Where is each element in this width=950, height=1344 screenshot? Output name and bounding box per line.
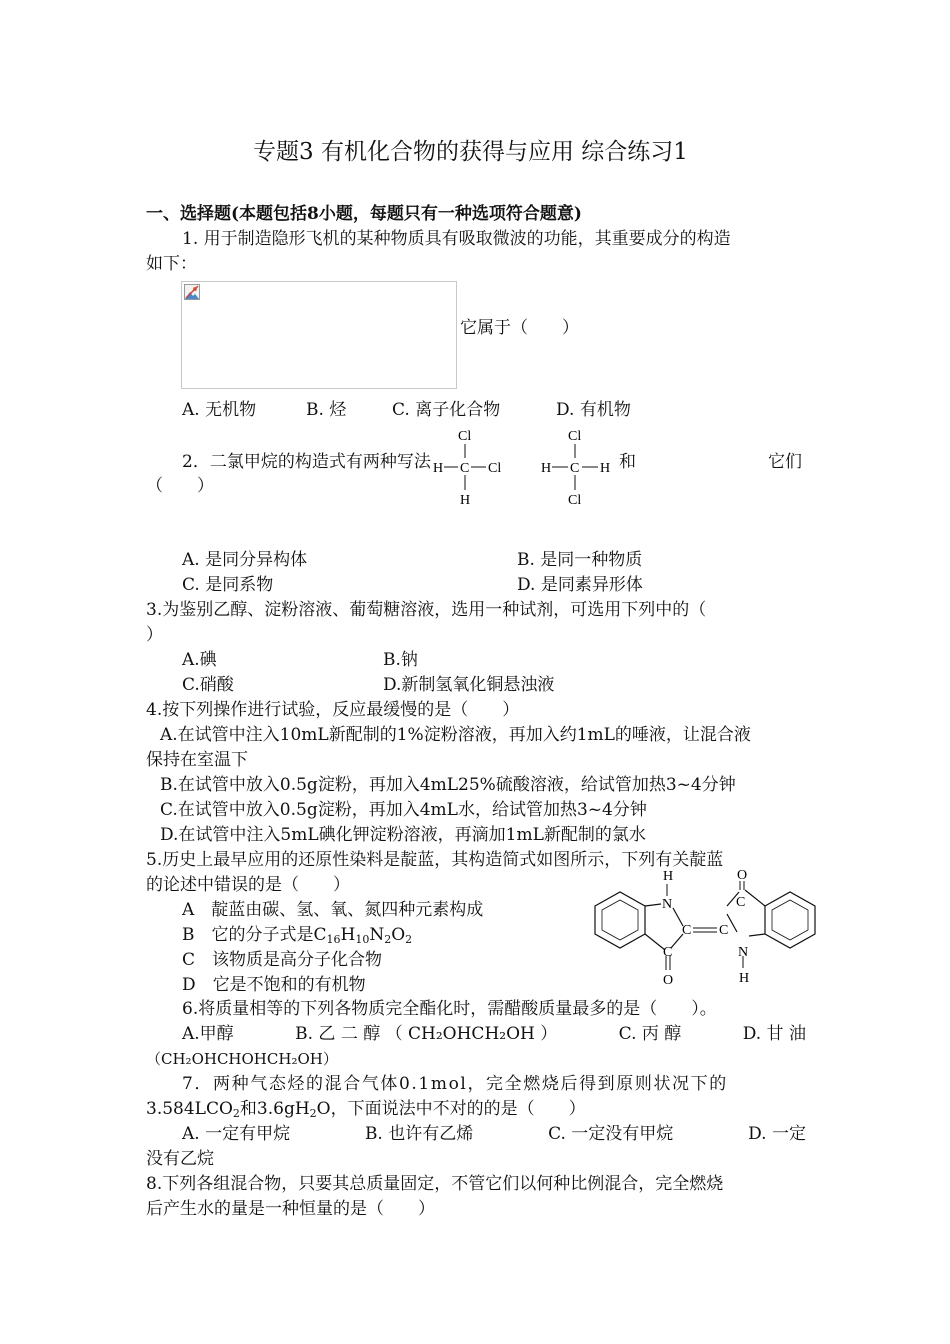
q5-option-c: C 该物质是高分子化合物: [182, 950, 383, 970]
q7-stem-line2: $3.584LCO_2$和$3.6gH_2O$，下面说法中不对的的是（ ）: [146, 1099, 586, 1120]
q4-stem: 4.按下列操作进行试验，反应最缓慢的是（ ）: [146, 700, 520, 720]
section-heading: 一、选择题(本题包括8小题，每题只有一种选项符合题意): [146, 204, 582, 224]
q2-stem-and: 和: [619, 452, 636, 472]
q2-formula-1: [430, 426, 520, 510]
q6-option-d: D. 甘 油: [742, 1024, 806, 1044]
q2-option-b: B. 是同一种物质: [517, 550, 643, 570]
q2-stem-they: 它们: [768, 452, 802, 472]
formula2-right-h: H: [600, 461, 611, 476]
formula2-left-h: H: [541, 461, 552, 476]
q4-option-a-line2: 保持在室温下: [146, 750, 248, 770]
formula1-left-h: H: [433, 461, 444, 476]
q1-stem-line2: 如下：: [146, 254, 197, 274]
q2-stem: 2．二氯甲烷的构造式有两种写法: [182, 452, 431, 472]
q3-option-a: A.碘: [182, 650, 217, 670]
formula1-top-cl: Cl: [458, 429, 472, 444]
q7-stem-line1: 7．两种气态烃的混合气体0.1mol，完全燃烧后得到原则状况下的: [182, 1074, 728, 1094]
q2-option-c: C. 是同系物: [182, 575, 274, 595]
q6-option-a: A.甲醇: [182, 1024, 234, 1044]
q8-stem-line1: 8.下列各组混合物，只要其总质量固定，不管它们以何种比例混合，完全燃烧: [146, 1174, 724, 1194]
struct-n-top: N: [662, 897, 673, 912]
q7-option-b: B. 也许有乙烯: [364, 1124, 474, 1144]
struct-h-top: H: [663, 869, 674, 884]
struct-c-left: C: [682, 923, 692, 938]
q5-stem-line1: 5.历史上最早应用的还原性染料是靛蓝，其构造简式如图所示，下列有关靛蓝: [146, 850, 724, 870]
q1-stem-line1: 1. 用于制造隐形飞机的某种物质具有吸取微波的功能，其重要成分的构造: [182, 229, 731, 249]
page-title: 专题3 有机化合物的获得与应用 综合练习1: [253, 139, 688, 165]
q7-option-c: C. 一定没有甲烷: [548, 1124, 674, 1144]
q7-option-d: D. 一定: [748, 1124, 806, 1144]
q7-option-d-cont: 没有乙烷: [146, 1149, 214, 1169]
struct-o-bottom: O: [663, 973, 674, 988]
q4-option-a-line1: A.在试管中注入10mL新配制的1%淀粉溶液，再加入约1mL的唾液，让混合液: [160, 725, 751, 745]
q3-stem-line2: ）: [146, 625, 163, 645]
q1-tail: 它属于（ ）: [460, 318, 579, 338]
q1-option-a: A. 无机物: [182, 400, 257, 420]
q7-option-a: A. 一定有甲烷: [182, 1124, 291, 1144]
q5-option-b: [182, 925, 412, 945]
formula1-right-cl: Cl: [488, 461, 502, 476]
q6-stem: 6.将质量相等的下列各物质完全酯化时，需醋酸质量最多的是（ ）。: [182, 999, 717, 1019]
q3-option-d: D.新制氢氧化铜悬浊液: [383, 675, 555, 695]
struct-c-right: C: [719, 923, 729, 938]
q5-option-d: D 它是不饱和的有机物: [182, 975, 366, 995]
q1-option-b: B. 烃: [306, 400, 347, 420]
broken-image-icon: [184, 284, 200, 300]
q3-stem-line1: 3.为鉴别乙醇、淀粉溶液、葡萄糖溶液，选用一种试剂，可选用下列中的（: [146, 600, 707, 620]
q4-option-d: D.在试管中注入5mL碘化钾淀粉溶液，再滴加1mL新配制的氯水: [160, 825, 646, 845]
q6-option-d-formula: （CH₂OHCHOHCH₂OH）: [146, 1050, 338, 1068]
q5-option-a: A 靛蓝由碳、氢、氧、氮四种元素构成: [182, 900, 484, 920]
q4-option-b: B.在试管中放入0.5g淀粉，再加入4mL25%硫酸溶液，给试管加热3~4分钟: [160, 775, 736, 795]
struct-o-top: O: [737, 868, 748, 883]
q7-options-row: [182, 1124, 806, 1144]
formula2-center-c: C: [570, 461, 580, 476]
formula2-bottom-cl: Cl: [568, 493, 582, 508]
q2-option-d: D. 是同素异形体: [517, 575, 643, 595]
molecular-formula: $C_{16}H_{10}N_2O_2$: [313, 925, 413, 946]
q8-stem-line2: 后产生水的量是一种恒量的是（ ）: [146, 1199, 435, 1219]
q6-option-b: B. 乙 二 醇 （ CH₂OHCH₂OH ）: [295, 1024, 558, 1044]
struct-c-top: C: [736, 895, 746, 910]
q2-stem-line2: （ ）: [146, 476, 214, 496]
q5-stem-line2: 的论述中错误的是（ ）: [146, 875, 350, 895]
formula1-center-c: C: [460, 461, 470, 476]
q1-structure-image-placeholder: [181, 281, 457, 389]
struct-h-bottom: H: [739, 971, 750, 986]
struct-n-bottom: N: [738, 945, 749, 960]
q3-option-c: C.硝酸: [182, 675, 234, 695]
q3-option-b: B.钠: [383, 650, 418, 670]
q6-options-row: [182, 1024, 806, 1044]
q5-option-b-prefix: B 它的分子式是: [182, 925, 314, 945]
q2-formula-2: [538, 426, 618, 510]
q2-option-a: A. 是同分异构体: [182, 550, 308, 570]
indigo-structure-diagram: [585, 866, 825, 996]
formula2-top-cl: Cl: [568, 429, 582, 444]
struct-c-bottom: C: [663, 945, 673, 960]
q6-option-c: C. 丙 醇: [618, 1024, 682, 1044]
formula1-bottom-h: H: [460, 493, 471, 508]
q1-option-d: D. 有机物: [556, 400, 631, 420]
q4-option-c: C.在试管中放入0.5g淀粉，再加入4mL水，给试管加热3~4分钟: [160, 800, 647, 820]
q1-option-c: C. 离子化合物: [392, 400, 501, 420]
